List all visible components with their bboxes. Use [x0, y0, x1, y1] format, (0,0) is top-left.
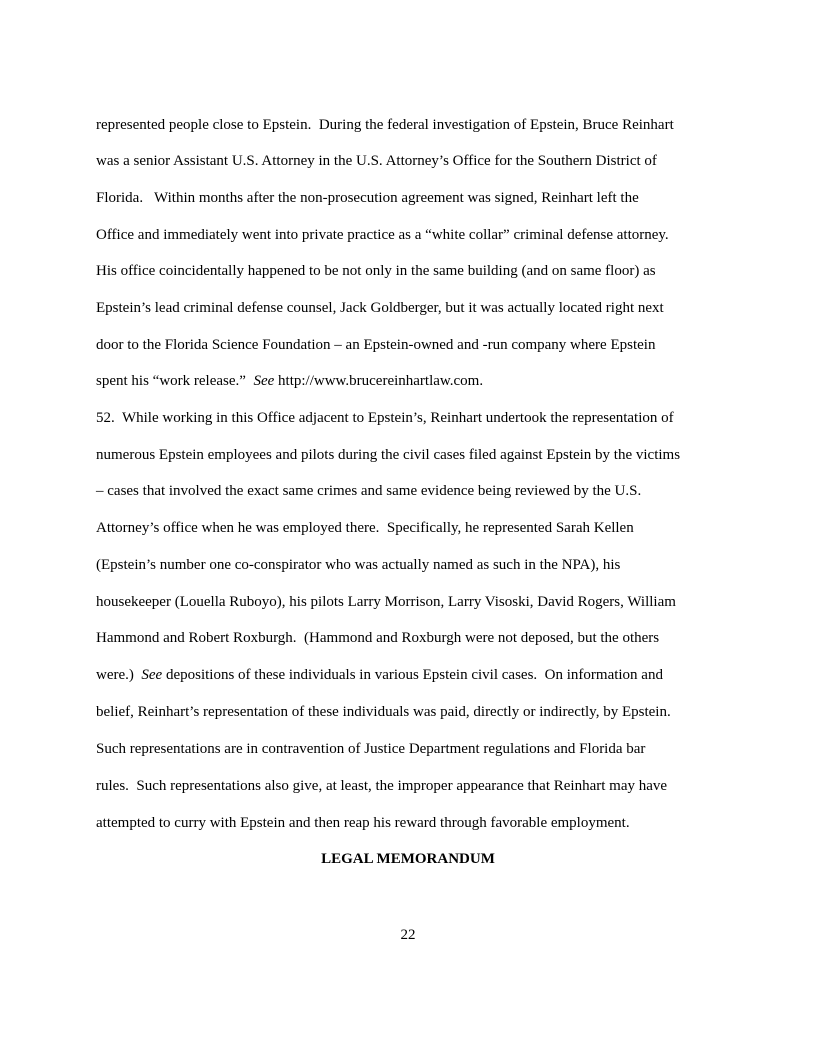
body-line-16	[96, 666, 663, 684]
body-line-9: 52. While working in this Office adjacent to Epstein’s, Reinhart undertook the representation of	[96, 410, 674, 426]
page-number: 22	[400, 927, 416, 943]
body-line-3: Florida. Within months after the non-prosecution agreement was signed, Reinhart left the	[96, 190, 639, 206]
body-line-17: belief, Reinhart’s representation of these individuals was paid, directly or indirectly, by Epstein.	[96, 704, 671, 720]
body-line-15: Hammond and Robert Roxburgh. (Hammond and Roxburgh were not deposed, but the others	[96, 630, 660, 646]
section-heading: LEGAL MEMORANDUM	[321, 851, 495, 867]
body-line-18: Such representations are in contravention of Justice Department regulations and Florida bar	[96, 741, 646, 757]
body-line-12: Attorney’s office when he was employed there. Specifically, he represented Sarah Kellen	[96, 520, 634, 536]
body-line-5: His office coincidentally happened to be not only in the same building (and on same floor) as	[96, 263, 656, 279]
body-line-1: represented people close to Epstein. During the federal investigation of Epstein, Bruce Reinhart	[96, 117, 674, 133]
body-line-6: Epstein’s lead criminal defense counsel, Jack Goldberger, but it was actually located right next	[96, 300, 664, 316]
body-line-2: was a senior Assistant U.S. Attorney in the U.S. Attorney’s Office for the Southern District of	[96, 153, 657, 169]
citation-signal-see: See	[253, 373, 275, 389]
body-line-8-pre: spent his “work release.”	[96, 373, 254, 389]
body-line-16-pre: were.)	[96, 667, 142, 683]
body-line-8-post: http://www.brucereinhartlaw.com.	[274, 373, 484, 389]
body-line-13: (Epstein’s number one co-conspirator who was actually named as such in the NPA), his	[96, 557, 621, 573]
citation-signal-see: See	[141, 667, 163, 683]
body-line-14: housekeeper (Louella Ruboyo), his pilots Larry Morrison, Larry Visoski, David Rogers, William	[96, 594, 676, 610]
body-line-19: rules. Such representations also give, at least, the improper appearance that Reinhart may have	[96, 778, 668, 794]
body-line-10: numerous Epstein employees and pilots during the civil cases filed against Epstein by the victims	[96, 447, 681, 463]
body-line-16-post: depositions of these individuals in various Epstein civil cases. On information and	[162, 667, 663, 683]
body-line-7: door to the Florida Science Foundation – an Epstein-owned and -run company where Epstein	[96, 337, 656, 353]
body-line-8	[96, 372, 483, 390]
body-line-11: – cases that involved the exact same crimes and same evidence being reviewed by the U.S.	[96, 483, 642, 499]
body-line-4: Office and immediately went into private practice as a “white collar” criminal defense attorney.	[96, 227, 669, 243]
body-line-20: attempted to curry with Epstein and then reap his reward through favorable employment.	[96, 815, 630, 831]
